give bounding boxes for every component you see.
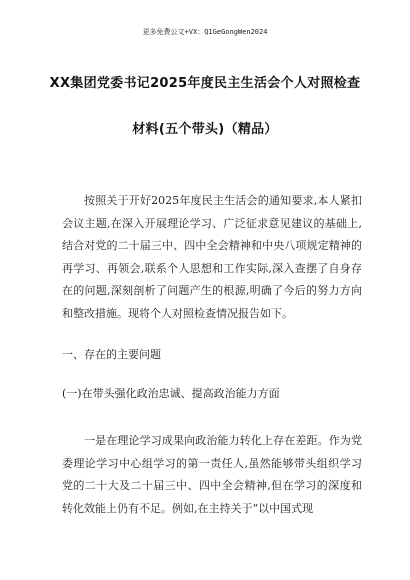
intro-paragraph: 按照关于开好2025年度民主生活会的通知要求,本人紧扣会议主题,在深入开展理论学习、广泛征求意见建议的基础上,结合对党的二十届三中、四中全会精神和中央八项规定精神的再学习、再领会,联系个人思想和工作实际,深入查摆了自身存在的问题,深刻剖析了问题产生的根源,明确了今后的努力方向和整改措施。现将个人对照检查情况报告如下。 (62, 194, 362, 320)
header-note: 更多免费公文+VX：Q1GeGongWen2024 (142, 28, 268, 36)
section-heading: 一、存在的主要问题 (62, 348, 161, 361)
body-paragraph: 一是在理论学习成果向政治能力转化上存在差距。作为党委理论学习中心组学习的第一责任人,虽然能够带头组织学习党的二十大及二十届三中、四中全会精神,但在学习的深度和转化效能上仍有不足。例如,在主持关于“以中国式现 (62, 434, 362, 515)
document-title-line-2: 材料(五个带头)（精品） (132, 122, 278, 137)
subsection-heading: (一)在带头强化政治忠诚、提高政治能力方面 (62, 387, 280, 400)
document-title-line-1: XX集团党委书记2025年度民主生活会个人对照检查 (49, 76, 361, 91)
